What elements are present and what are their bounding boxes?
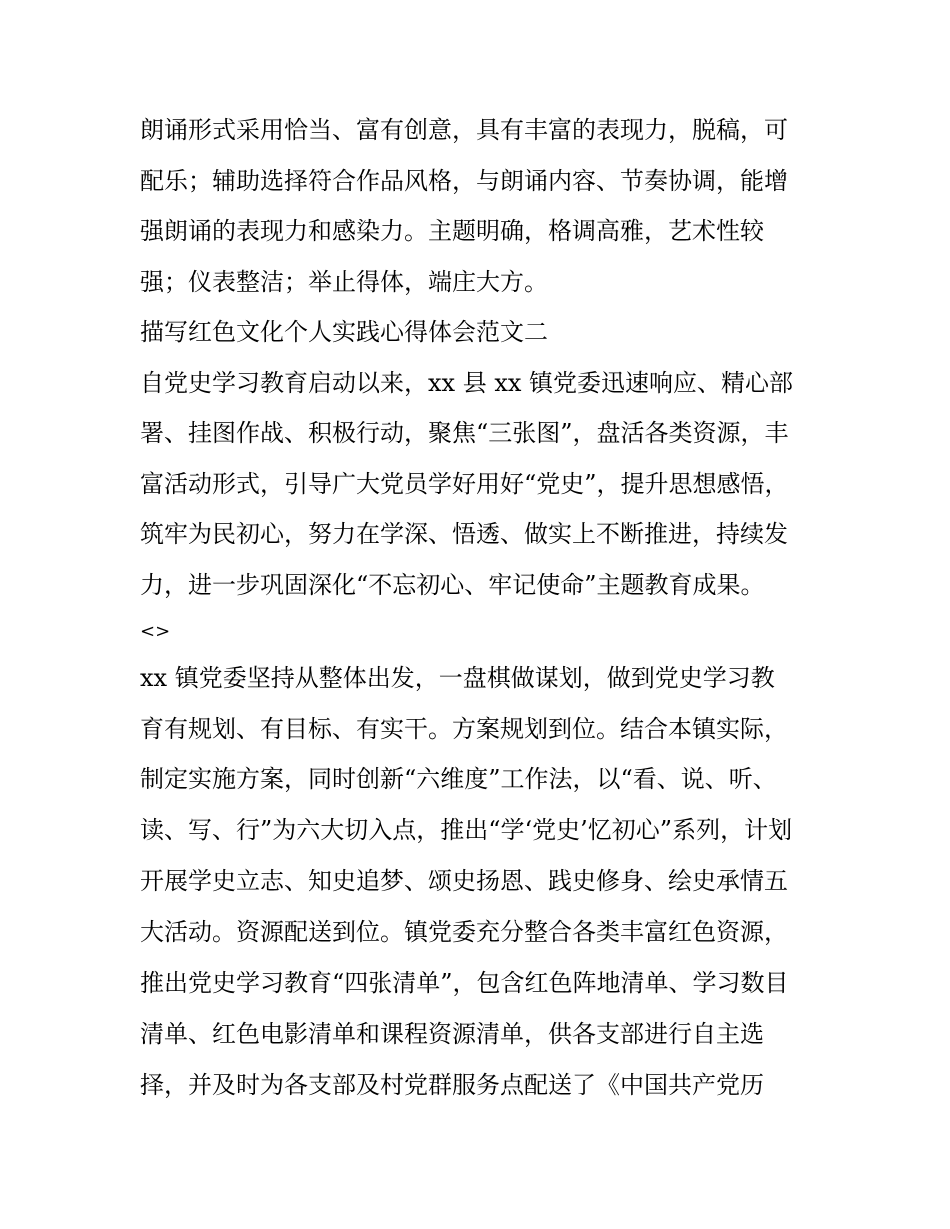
paragraph-1-line-3: 强朗诵的表现力和感染力。主题明确，格调高雅，艺术性较 (140, 217, 764, 245)
paragraph-2-line-5: 力，进一步巩固深化“不忘初心、牢记使命”主题教育成果。 (140, 571, 765, 599)
placeholder-marker: <> (140, 621, 171, 642)
paragraph-1-line-2: 配乐；辅助选择符合作品风格，与朗诵内容、节奏协调，能增 (140, 167, 788, 195)
paragraph-3-line-6: 大活动。资源配送到位。镇党委充分整合各类丰富红色资源， (140, 918, 788, 946)
paragraph-2-line-3: 富活动形式，引导广大党员学好用好“党史”，提升思想感悟， (140, 470, 789, 498)
paragraph-1-line-4: 强；仪表整洁；举止得体，端庄大方。 (140, 268, 548, 296)
paragraph-2-line-1: 自党史学习教育启动以来，xx 县 xx 镇党委迅速响应、精心部 (140, 369, 794, 397)
paragraph-2-line-4: 筑牢为民初心，努力在学深、悟透、做实上不断推进，持续发 (140, 520, 788, 548)
paragraph-3-line-4: 读、写、行”为六大切入点，推出“学‘党史’忆初心”系列，计划 (140, 816, 793, 844)
paragraph-3-line-3: 制定实施方案，同时创新“六维度”工作法，以“看、说、听、 (140, 765, 777, 793)
paragraph-3-line-7: 推出党史学习教育“四张清单”，包含红色阵地清单、学习数目 (140, 969, 789, 997)
paragraph-3-line-2: 育有规划、有目标、有实干。方案规划到位。结合本镇实际， (140, 715, 788, 743)
paragraph-2-line-2: 署、挂图作战、积极行动，聚焦“三张图”，盘活各类资源，丰 (140, 419, 789, 447)
section-title: 描写红色文化个人实践心得体会范文二 (140, 318, 548, 346)
paragraph-3-line-9: 择，并及时为各支部及村党群服务点配送了《中国共产党历 (140, 1071, 764, 1099)
paragraph-1-line-1: 朗诵形式采用恰当、富有创意，具有丰富的表现力，脱稿，可 (140, 116, 788, 144)
paragraph-3-line-8: 清单、红色电影清单和课程资源清单，供各支部进行自主选 (140, 1020, 764, 1048)
paragraph-3-line-5: 开展学史立志、知史追梦、颂史扬恩、践史修身、绘史承情五 (140, 867, 788, 895)
paragraph-3-line-1: xx 镇党委坚持从整体出发，一盘棋做谋划，做到党史学习教 (140, 664, 775, 692)
